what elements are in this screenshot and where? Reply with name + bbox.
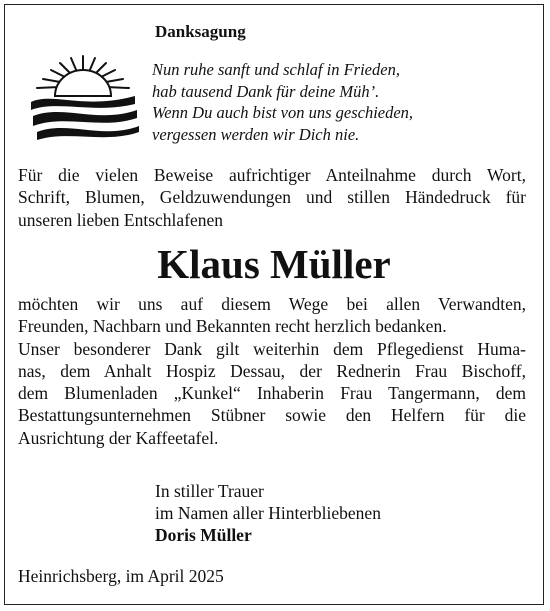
- body-line: möchten wir uns auf diesem Wege bei allen Verwandten,: [18, 294, 526, 314]
- sunset-waves-icon: [23, 52, 143, 144]
- signature-line: In stiller Trauer: [155, 481, 264, 501]
- deceased-name: Klaus Müller: [157, 241, 391, 287]
- poem-line: Nun ruhe sanft und schlaf in Frieden,: [152, 60, 400, 79]
- place-date: Heinrichsberg, im April 2025: [18, 566, 224, 586]
- body-line: Unser besonderer Dank gilt weiterhin dem Pflegedienst Huma-: [18, 338, 526, 359]
- body-line: nas, dem Anhalt Hospiz Dessau, der Rednerin Frau Bischoff,: [18, 360, 526, 381]
- notice-heading: Danksagung: [155, 22, 246, 41]
- signature-block: [155, 480, 381, 546]
- poem: [152, 59, 413, 145]
- body-line: Freunden, Nachbarn und Bekannten recht herzlich bedanken.: [18, 316, 447, 337]
- body-line: Bestattungsunternehmen Stübner sowie den Helfern für die: [18, 405, 526, 426]
- body-line: Ausrichtung der Kaffeetafel.: [18, 427, 219, 448]
- intro-line: unseren lieben Entschlafenen: [18, 209, 224, 230]
- poem-line: hab tausend Dank für deine Müh’.: [152, 81, 380, 101]
- poem-line: Wenn Du auch bist von uns geschieden,: [152, 103, 414, 122]
- body-line: dem Blumenladen „Kunkel“ Inhaberin Frau Tangermann, dem: [18, 383, 526, 404]
- intro-text: [18, 164, 526, 231]
- intro-line: Für die vielen Beweise aufrichtiger Anteilnahme durch Wort,: [18, 165, 526, 185]
- signature-line: im Namen aller Hinterbliebenen: [155, 503, 381, 523]
- poem-line: vergessen werden wir Dich nie.: [152, 124, 360, 144]
- body-text: [18, 293, 526, 449]
- signature-name: Doris Müller: [155, 525, 252, 545]
- intro-line: Schrift, Blumen, Geldzuwendungen und stillen Händedruck für: [18, 187, 526, 208]
